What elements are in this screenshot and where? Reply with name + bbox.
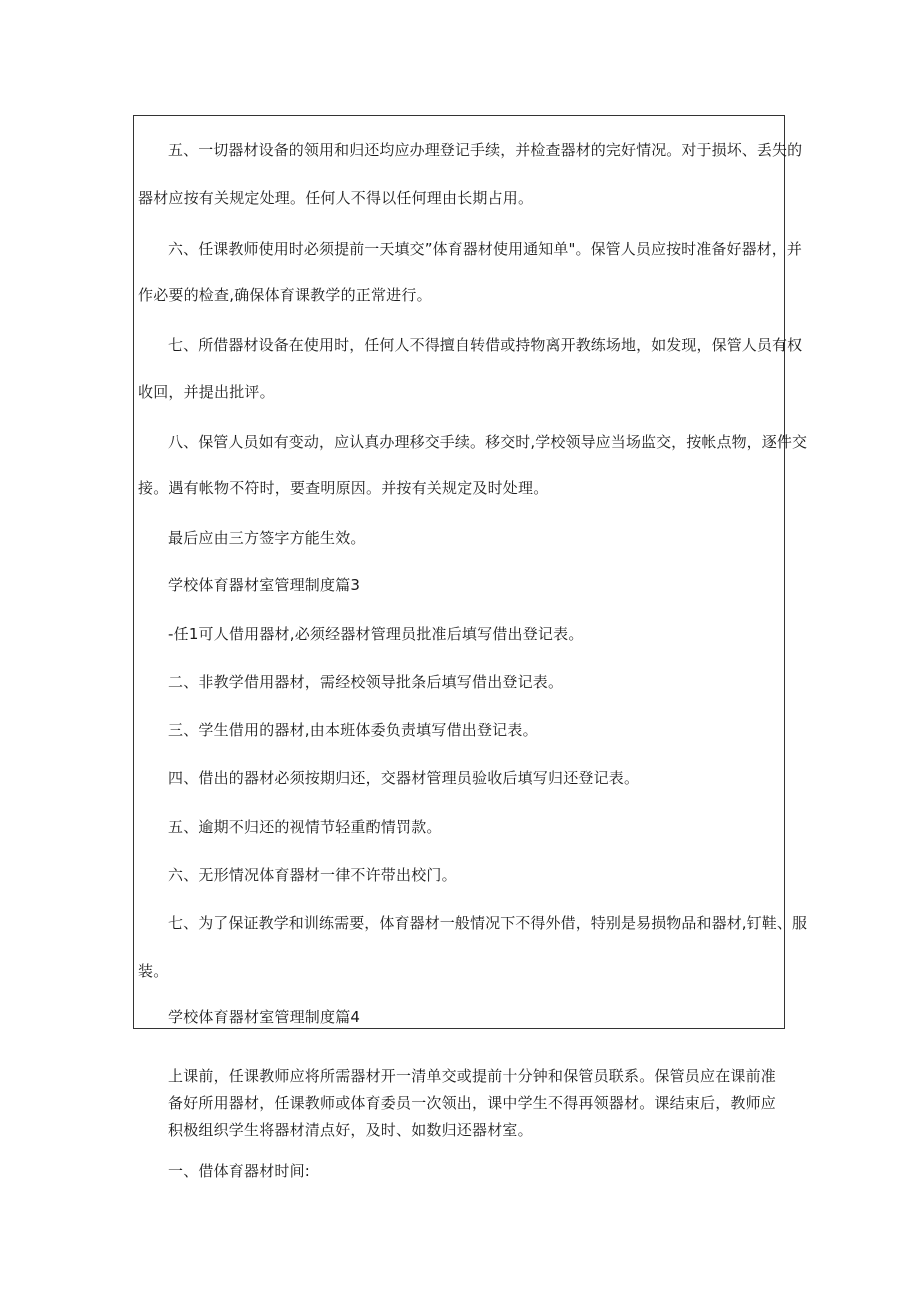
rule-7-line-1: 七、为了保证教学和训练需要，体育器材一般情况下不得外借，特别是易损物品和器材,钉鞋、服 bbox=[168, 914, 808, 932]
rule-2: 二、非教学借用器材，需经校领导批条后填写借出登记表。 bbox=[168, 673, 564, 691]
section-title-3: 学校体育器材室管理制度篇3 bbox=[168, 576, 361, 594]
paragraph-6-line-1: 六、任课教师使用时必须提前一天填交”体育器材使用通知单"。保管人员应按时准备好器材，并 bbox=[168, 240, 802, 258]
paragraph-5-line-2: 器材应按有关规定处理。任何人不得以任何理由长期占用。 bbox=[138, 189, 534, 207]
rule-5: 五、逾期不归还的视情节轻重酌情罚款。 bbox=[168, 818, 442, 836]
paragraph-6-line-2: 作必要的检查,确保体育课教学的正常进行。 bbox=[138, 286, 432, 304]
rule-3: 三、学生借用的器材,由本班体委负责填写借出登记表。 bbox=[168, 721, 538, 739]
rule-6: 六、无形情况体育器材一律不许带出校门。 bbox=[168, 866, 457, 884]
paragraph-7-line-1: 七、所借器材设备在使用时，任何人不得擅自转借或持物离开教练场地，如发现，保管人员有权 bbox=[168, 336, 803, 354]
heading-borrow-time: 一、借体育器材时间: bbox=[168, 1162, 311, 1180]
closing-note: 最后应由三方签字方能生效。 bbox=[168, 529, 366, 547]
paragraph-8-line-2: 接。遇有帐物不符时，要查明原因。并按有关规定及时处理。 bbox=[138, 479, 549, 497]
rule-1: -任1可人借用器材,必须经器材管理员批准后填写借出登记表。 bbox=[168, 625, 584, 643]
paragraph-7-line-2: 收回，并提出批评。 bbox=[138, 383, 275, 401]
paragraph-8-line-1: 八、保管人员如有变动，应认真办理移交手续。移交时,学校领导应当场监交，按帐点物，逐件交 bbox=[168, 433, 808, 451]
paragraph-5-line-1: 五、一切器材设备的领用和归还均应办理登记手续，并检查器材的完好情况。对于损坏、丢失的 bbox=[168, 141, 803, 159]
rule-7-line-2: 装。 bbox=[138, 962, 169, 980]
intro-paragraph: 上课前，任课教师应将所需器材开一清单交或提前十分钟和保管员联系。保管员应在课前准备好所用器材，任课教师或体育委员一次领出，课中学生不得再领器材。课结束后，教师应积极组织学生将器材清点好，及时、如数归还器材室。 bbox=[168, 1067, 777, 1139]
section-title-4: 学校体育器材室管理制度篇4 bbox=[168, 1008, 361, 1026]
rule-4: 四、借出的器材必须按期归还，交器材管理员验收后填写归还登记表。 bbox=[168, 769, 640, 787]
